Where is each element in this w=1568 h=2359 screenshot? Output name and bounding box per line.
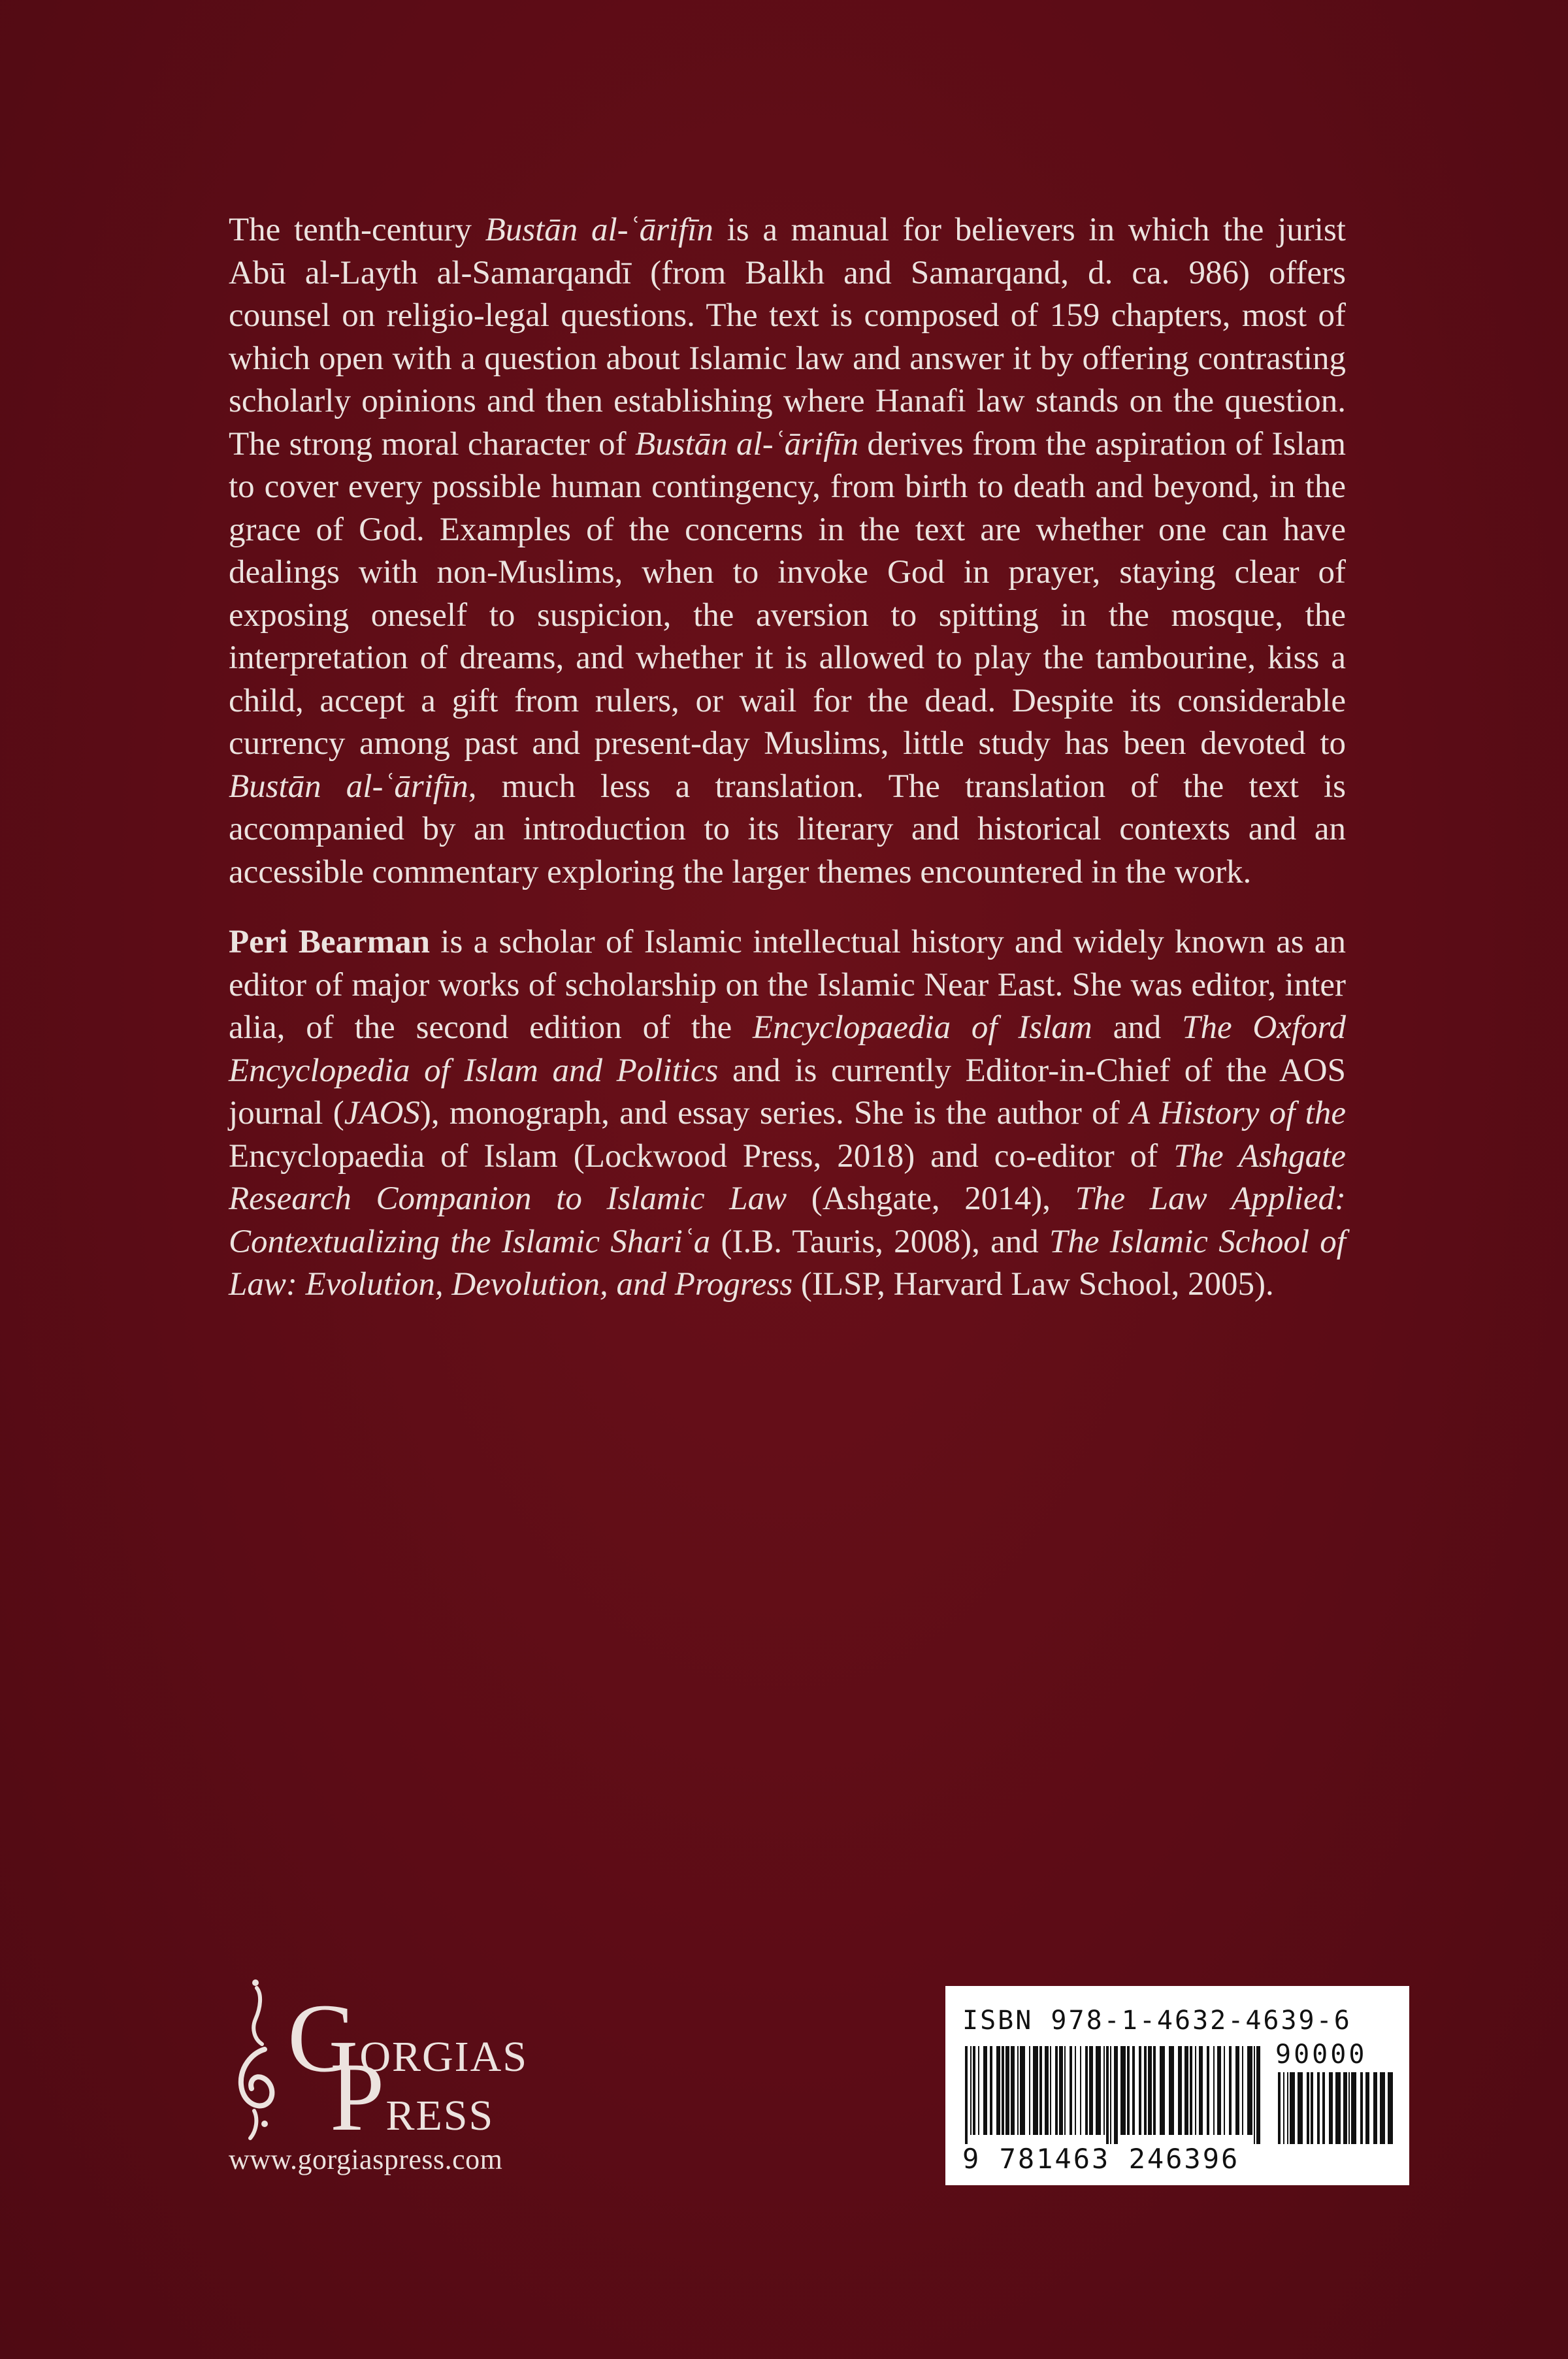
barcode-bar (1343, 2072, 1347, 2144)
publisher-website: www.gorgiaspress.com (229, 2143, 503, 2175)
barcode-bar (1190, 2046, 1192, 2135)
barcode-bar (1256, 2046, 1260, 2144)
barcode-bar (1290, 2072, 1295, 2144)
barcode-bar (1278, 2072, 1281, 2144)
bio-italic: JAOS (344, 1095, 420, 1131)
barcode-bar (1029, 2046, 1030, 2135)
barcode-bar (1365, 2072, 1369, 2144)
barcode-bar (1247, 2046, 1252, 2135)
barcode-digits: 9 781463 246396 (962, 2143, 1240, 2175)
barcode-bar (1229, 2046, 1232, 2135)
barcode-bar (978, 2046, 979, 2135)
press-rest: RESS (385, 2092, 495, 2139)
barcode-bar (1020, 2046, 1025, 2135)
barcode-bar (1169, 2046, 1174, 2135)
author-bio (229, 921, 1346, 1307)
barcode-bar (1106, 2046, 1109, 2144)
barcode-bar (1017, 2046, 1019, 2135)
barcode-bar (1287, 2072, 1288, 2144)
barcode-bar (1089, 2046, 1093, 2135)
barcode-bar (1178, 2046, 1182, 2135)
barcode-bar (1224, 2046, 1225, 2135)
barcode-bar (1055, 2046, 1058, 2135)
bio-text: is a scholar of Islamic intellectual history and widely known as an editor of major works of scholarship on the Islamic Near East. She was editor, inter alia, of the second edition of the (229, 924, 1346, 1046)
barcode-bar (1070, 2046, 1072, 2135)
barcode-bar (1045, 2046, 1049, 2135)
description-text: , much less a translation. The translation of the text is accompanied by an introduction to its literary and historical contexts and an accessible commentary exploring the larger themes encountered in the work. (229, 768, 1346, 890)
book-description (229, 209, 1346, 894)
barcode-bar (1050, 2046, 1051, 2135)
barcode-bar (1064, 2046, 1066, 2135)
book-title-italic: Bustān al-ʿārifīn (485, 212, 713, 248)
description-text: is a manual for believers in which the jurist Abū al-Layth al-Samarqandī (from Balkh and Samarqand, d. ca. 986) offers counsel on religio-legal questions. The text is composed of 159 chapters, most of which open with a question about Islamic law and answer it by offering contrasting scholarly opinions and then establishing where Hanafi law stands on the question. The strong moral character of (229, 212, 1346, 463)
barcode-bar (1080, 2046, 1081, 2135)
bio-text: and (1092, 1009, 1183, 1046)
ean-barcode-bars (962, 2046, 1263, 2144)
barcode-bar (1144, 2046, 1147, 2135)
barcode-bar (1039, 2046, 1042, 2135)
barcode-bar (996, 2046, 1000, 2135)
publisher-logo (225, 1976, 565, 2179)
book-title-italic: Bustān al-ʿārifīn (229, 768, 468, 805)
isbn-barcode (945, 1986, 1409, 2185)
bio-italic: Encyclopaedia of Islam (753, 1009, 1092, 1046)
description-text: derives from the aspiration of Islam to cover every possible human contingency, from birth to death and beyond, in the grace of God. Examples of the concerns in the text are whether one can have dealings with non-Muslims, when to invoke God in prayer, staying clear of exposing oneself to suspicion, the aversion to spitting in the mosque, the interpretation of dreams, and whether it is allowed to play the tambourine, kiss a child, accept a gift from rulers, or wail for the dead. Despite its considerable currency among past and present-day Muslims, little study has been devoted to (229, 425, 1346, 762)
barcode-bar (973, 2046, 975, 2135)
calligraphic-mark-icon (225, 1976, 284, 2146)
barcode-bar (1110, 2046, 1111, 2144)
gorgias-initial: G (287, 1984, 360, 2092)
barcode-bar (1148, 2046, 1152, 2135)
barcode-bar (1005, 2046, 1009, 2135)
book-title-italic: Bustān al-ʿārifīn (634, 425, 859, 463)
barcode-bar (1127, 2046, 1130, 2135)
barcode-bar (1213, 2046, 1215, 2135)
barcode-bar (1235, 2046, 1239, 2135)
isbn-label: ISBN 978-1-4632-4639-6 (962, 2006, 1352, 2036)
barcode-bar (965, 2046, 968, 2144)
bio-italic: The Islamic School of Law: Evolution, Devolution, and Progress (229, 1223, 1346, 1303)
author-name: Peri Bearman (229, 924, 431, 960)
barcode-bar (1114, 2046, 1118, 2144)
barcode-bar (1160, 2046, 1165, 2135)
bio-text: (ILSP, Harvard Law School, 2005). (792, 1266, 1274, 1303)
barcode-bar (1184, 2046, 1188, 2135)
bio-text: (I.B. Tauris, 2008), and (710, 1223, 1050, 1260)
barcode-bar (1085, 2046, 1088, 2135)
bio-italic: A History of the (1129, 1095, 1346, 1131)
barcode-bar (1153, 2046, 1156, 2135)
bio-italic: The Oxford Encyclopedia of Islam and Politics (229, 1009, 1347, 1089)
barcode-bar (1298, 2072, 1303, 2144)
barcode-bar (1096, 2046, 1101, 2135)
barcode-bar (1380, 2072, 1385, 2144)
barcode-bar (1388, 2072, 1393, 2144)
barcode-bar (1033, 2046, 1038, 2135)
barcode-bar (1207, 2046, 1209, 2135)
publisher-name-press (330, 2043, 495, 2151)
bio-italic: The Law Applied: Contextualizing the Islamic Shariʿa (229, 1180, 1346, 1260)
barcode-bar (1283, 2072, 1284, 2144)
barcode-bar (1322, 2072, 1325, 2144)
barcode-bar (1199, 2046, 1203, 2135)
barcode-bar (970, 2046, 972, 2135)
barcode-bar (1335, 2072, 1341, 2144)
bio-text: ), monograph, and essay series. She is the author of (419, 1095, 1130, 1131)
barcode-bar (1195, 2046, 1196, 2135)
bio-text: (Ashgate, 2014), (787, 1180, 1075, 1217)
barcode-bar (1307, 2072, 1309, 2144)
barcode-bar (1217, 2046, 1221, 2135)
barcode-bar (1132, 2046, 1135, 2135)
press-initial: P (330, 2043, 386, 2151)
barcode-bar (1329, 2072, 1333, 2144)
description-text: The tenth-century (229, 212, 485, 248)
barcode-bar (1139, 2046, 1141, 2135)
barcode-bar (1011, 2046, 1015, 2135)
barcode-bar (1103, 2046, 1105, 2135)
barcode-bar (1373, 2072, 1377, 2144)
bio-text: and is currently Editor-in-Chief of the AOS journal ( (229, 1052, 1346, 1131)
barcode-bar (990, 2046, 992, 2135)
barcode-bar (1348, 2072, 1350, 2144)
gorgias-rest: ORGIAS (359, 2033, 529, 2081)
barcode-bar (1242, 2046, 1243, 2135)
barcode-bar (983, 2046, 987, 2135)
barcode-bar (1002, 2046, 1004, 2135)
barcode-bar (1360, 2072, 1363, 2144)
barcode-bar (1120, 2046, 1126, 2135)
barcode-bar (1059, 2046, 1063, 2135)
bio-italic: The Ashgate Research Companion to Islamic Law (229, 1137, 1346, 1217)
addon-barcode-bars (1275, 2072, 1393, 2144)
barcode-bar (1351, 2072, 1356, 2144)
barcode-bar (1075, 2046, 1076, 2135)
barcode-bar (1311, 2072, 1313, 2144)
barcode-bar (1317, 2072, 1320, 2144)
price-code: 90000 (1275, 2040, 1367, 2070)
bio-text: Encyclopaedia of Islam (Lockwood Press, 2018) and co-editor of (229, 1137, 1174, 1175)
barcode-bar (1254, 2046, 1255, 2144)
